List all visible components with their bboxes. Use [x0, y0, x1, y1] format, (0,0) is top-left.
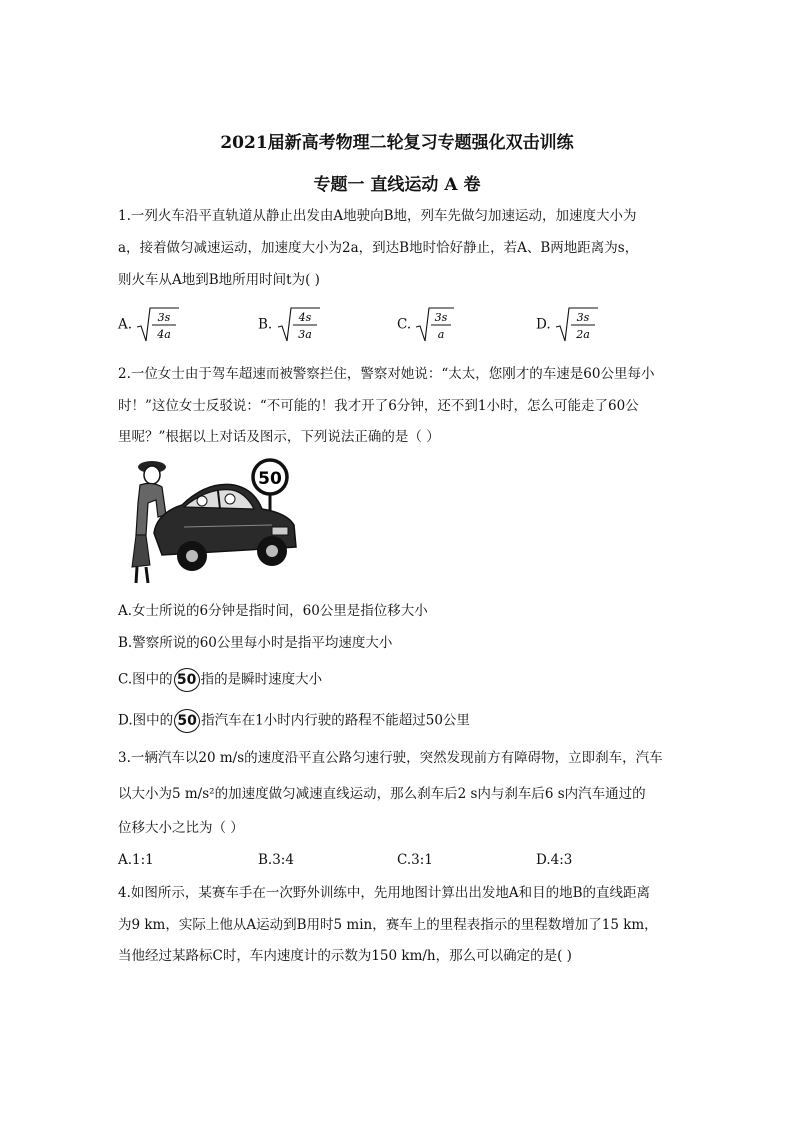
q3-line-3: 位移大小之比为（ ） — [118, 820, 244, 836]
q4-line-2: 为9 km，实际上他从A运动到B用时5 min，赛车上的里程表指示的里程数增加了15 km， — [118, 917, 658, 933]
fraction-numerator: 3s — [576, 311, 590, 324]
speed-limit-circle-icon: 50 — [174, 709, 200, 733]
option-text-post: 指汽车在1小时内行驶的路程不能超过50公里 — [201, 712, 470, 729]
fraction-denominator: a — [438, 328, 445, 341]
option-text-post: 指的是瞬时速度大小 — [200, 671, 323, 688]
q2-option-a[interactable]: A.女士所说的6分钟是指时间，60公里是指位移大小 — [118, 603, 428, 619]
fraction-denominator: 3a — [297, 328, 312, 341]
fraction-denominator: 2a — [576, 328, 590, 341]
q3-line-2: 以大小为5 m/s²的加速度做匀减速直线运动，那么刹车后2 s内与刹车后6 s内汽车通过的 — [118, 786, 646, 802]
speed-sign-text: 50 — [258, 469, 282, 489]
q2-line-3: 里呢？”根据以上对话及图示，下列说法正确的是（ ） — [118, 429, 440, 445]
sqrt-icon — [277, 305, 321, 345]
q1-option-b[interactable] — [258, 305, 321, 345]
option-text-pre: C.图中的 — [118, 671, 173, 688]
fraction-numerator: 4s — [298, 311, 311, 324]
q4-line-3: 当他经过某路标C时，车内速度计的示数为150 km/h，那么可以确定的是( ) — [118, 948, 572, 964]
q3-option-d[interactable]: D.4:3 — [536, 852, 573, 868]
q2-option-d[interactable] — [118, 709, 688, 733]
q1-line-3: 则火车从A地到B地所用时间t为( ) — [118, 272, 320, 288]
q2-line-1: 2.一位女士由于驾车超速而被警察拦住，警察对她说：“太太，您刚才的车速是60公里每小 — [118, 366, 655, 382]
police-car-illustration — [122, 455, 302, 590]
sqrt-icon — [136, 305, 180, 345]
q4-line-1: 4.如图所示，某赛车手在一次野外训练中，先用地图计算出出发地A和目的地B的直线距离 — [118, 885, 651, 901]
speed-limit-circle-icon: 50 — [174, 668, 200, 692]
q3-option-b[interactable]: B.3:4 — [258, 852, 294, 868]
q1-line-2: a，接着做匀减速运动，加速度大小为2a，到达B地时恰好静止，若A、B两地距离为s， — [118, 240, 639, 256]
q2-option-b[interactable]: B.警察所说的60公里每小时是指平均速度大小 — [118, 635, 393, 651]
q2-line-2: 时！”这位女士反驳说：“不可能的！我才开了6分钟，还不到1小时，怎么可能走了60公 — [118, 398, 639, 414]
q1-option-a[interactable] — [118, 305, 180, 345]
sqrt-icon — [415, 305, 455, 345]
fraction-numerator: 3s — [158, 311, 171, 324]
fraction-numerator: 3s — [435, 311, 448, 324]
document-subtitle: 专题一 直线运动 A 卷 — [313, 175, 481, 195]
sqrt-icon — [555, 305, 599, 345]
q1-option-c[interactable] — [397, 305, 455, 345]
option-letter: C. — [397, 316, 412, 333]
option-letter: D. — [536, 316, 551, 333]
q1-option-d[interactable] — [536, 305, 599, 345]
document-title: 2021届新高考物理二轮复习专题强化双击训练 — [220, 133, 574, 153]
q1-line-1: 1.一列火车沿平直轨道从静止出发由A地驶向B地，列车先做匀加速运动，加速度大小为 — [118, 208, 637, 224]
q2-option-c[interactable] — [118, 668, 688, 692]
option-text-pre: D.图中的 — [118, 712, 174, 729]
option-letter: B. — [258, 316, 273, 333]
q3-line-1: 3.一辆汽车以20 m/s的速度沿平直公路匀速行驶，突然发现前方有障碍物，立即刹车，汽车 — [118, 750, 663, 766]
fraction-denominator: 4a — [157, 328, 172, 341]
option-letter: A. — [118, 316, 133, 333]
q3-option-c[interactable]: C.3:1 — [397, 852, 433, 868]
q3-option-a[interactable]: A.1:1 — [118, 852, 154, 868]
